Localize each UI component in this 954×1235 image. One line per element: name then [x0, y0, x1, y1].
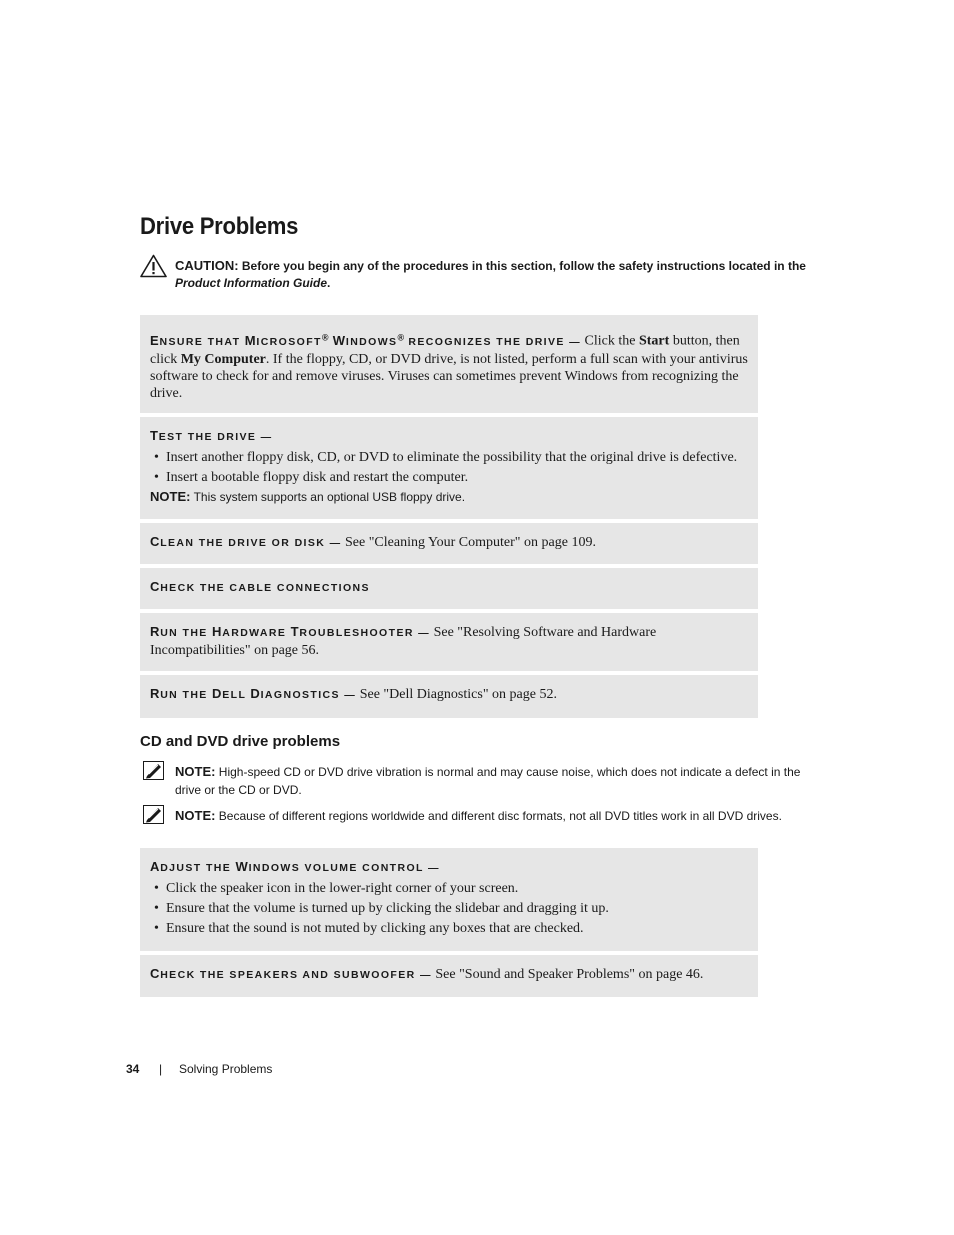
footer-section-title: Solving Problems	[179, 1062, 273, 1076]
check-speakers-text: See "Sound and Speaker Problems" on page 46.	[435, 967, 704, 982]
check-speakers-heading: CHECK THE SPEAKERS AND SUBWOOFER —	[150, 966, 432, 981]
note-text: NOTE: High-speed CD or DVD drive vibration is normal and may cause noise, which does not indicate a defect in the drive or the CD or DVD.	[175, 764, 801, 797]
hardware-troubleshooter-box	[140, 613, 758, 671]
dell-diagnostics-text: See "Dell Diagnostics" on page 52.	[359, 687, 557, 702]
start-button-ref: Start	[638, 333, 670, 349]
ensure-drive-paragraph: ENSURE THAT MICROSOFT® WINDOWS® RECOGNIZES THE DRIVE — Click the Start button, then click My Computer. If the floppy, CD, or DVD drive, is not listed, perform a full scan with your antivirus software to check for and remove viruses. Viruses can sometimes prevent Windows from recognizing the drive.	[150, 332, 748, 401]
clean-drive-text: See "Cleaning Your Computer" on page 109.	[344, 535, 596, 550]
dell-diagnostics-heading: RUN THE DELL DIAGNOSTICS —	[150, 686, 357, 701]
test-drive-list	[150, 448, 748, 488]
check-cable-heading: CHECK THE CABLE CONNECTIONS	[150, 579, 370, 594]
my-computer-ref: My Computer	[180, 351, 266, 367]
hardware-troubleshooter-heading: RUN THE HARDWARE TROUBLESHOOTER —	[150, 624, 431, 639]
check-cable-box	[140, 568, 758, 609]
adjust-volume-list	[150, 879, 748, 939]
adjust-volume-box	[140, 848, 758, 951]
page-title: Drive Problems	[140, 213, 299, 240]
note-pencil-icon	[143, 761, 164, 780]
list-item: • Insert a bootable floppy disk and restart the computer.	[150, 468, 748, 488]
clean-drive-box	[140, 523, 758, 564]
ensure-drive-recognized-box	[140, 315, 758, 413]
caution-guide-title: Product Information Guide	[175, 276, 327, 290]
page-number: 34	[126, 1062, 140, 1076]
adjust-volume-heading: ADJUST THE WINDOWS VOLUME CONTROL —	[150, 859, 440, 874]
test-drive-heading: TEST THE DRIVE —	[150, 428, 273, 443]
caution-end: .	[327, 276, 331, 290]
footer-separator: |	[159, 1062, 163, 1076]
usb-floppy-note: NOTE: This system supports an optional USB floppy drive.	[150, 489, 466, 504]
list-item: • Ensure that the sound is not muted by clicking any boxes that are checked.	[150, 919, 748, 939]
caution-label: CAUTION:	[175, 258, 239, 273]
cd-dvd-section-title: CD and DVD drive problems	[140, 733, 341, 750]
warning-triangle-icon	[140, 254, 167, 278]
note-pencil-icon	[143, 805, 164, 824]
test-drive-box	[140, 417, 758, 519]
ensure-drive-heading: ENSURE THAT MICROSOFT® WINDOWS® RECOGNIZES THE DRIVE —	[150, 332, 582, 348]
clean-drive-heading: CLEAN THE DRIVE OR DISK —	[150, 534, 342, 549]
hardware-troubleshooter-text: See "Resolving Software and Hardware Incompatibilities" on page 56.	[150, 625, 657, 658]
caution-body: Before you begin any of the procedures in this section, follow the safety instructions located in the	[241, 259, 806, 273]
caution-text	[175, 257, 825, 292]
list-item: • Insert another floppy disk, CD, or DVD to eliminate the possibility that the original drive is defective.	[150, 448, 748, 468]
note-text: NOTE: Because of different regions worldwide and different disc formats, not all DVD titles work in all DVD drives.	[175, 808, 782, 823]
check-speakers-box	[140, 955, 758, 997]
list-item: • Ensure that the volume is turned up by clicking the slidebar and dragging it up.	[150, 899, 748, 919]
list-item: • Click the speaker icon in the lower-right corner of your screen.	[150, 879, 748, 899]
dell-diagnostics-box	[140, 675, 758, 718]
